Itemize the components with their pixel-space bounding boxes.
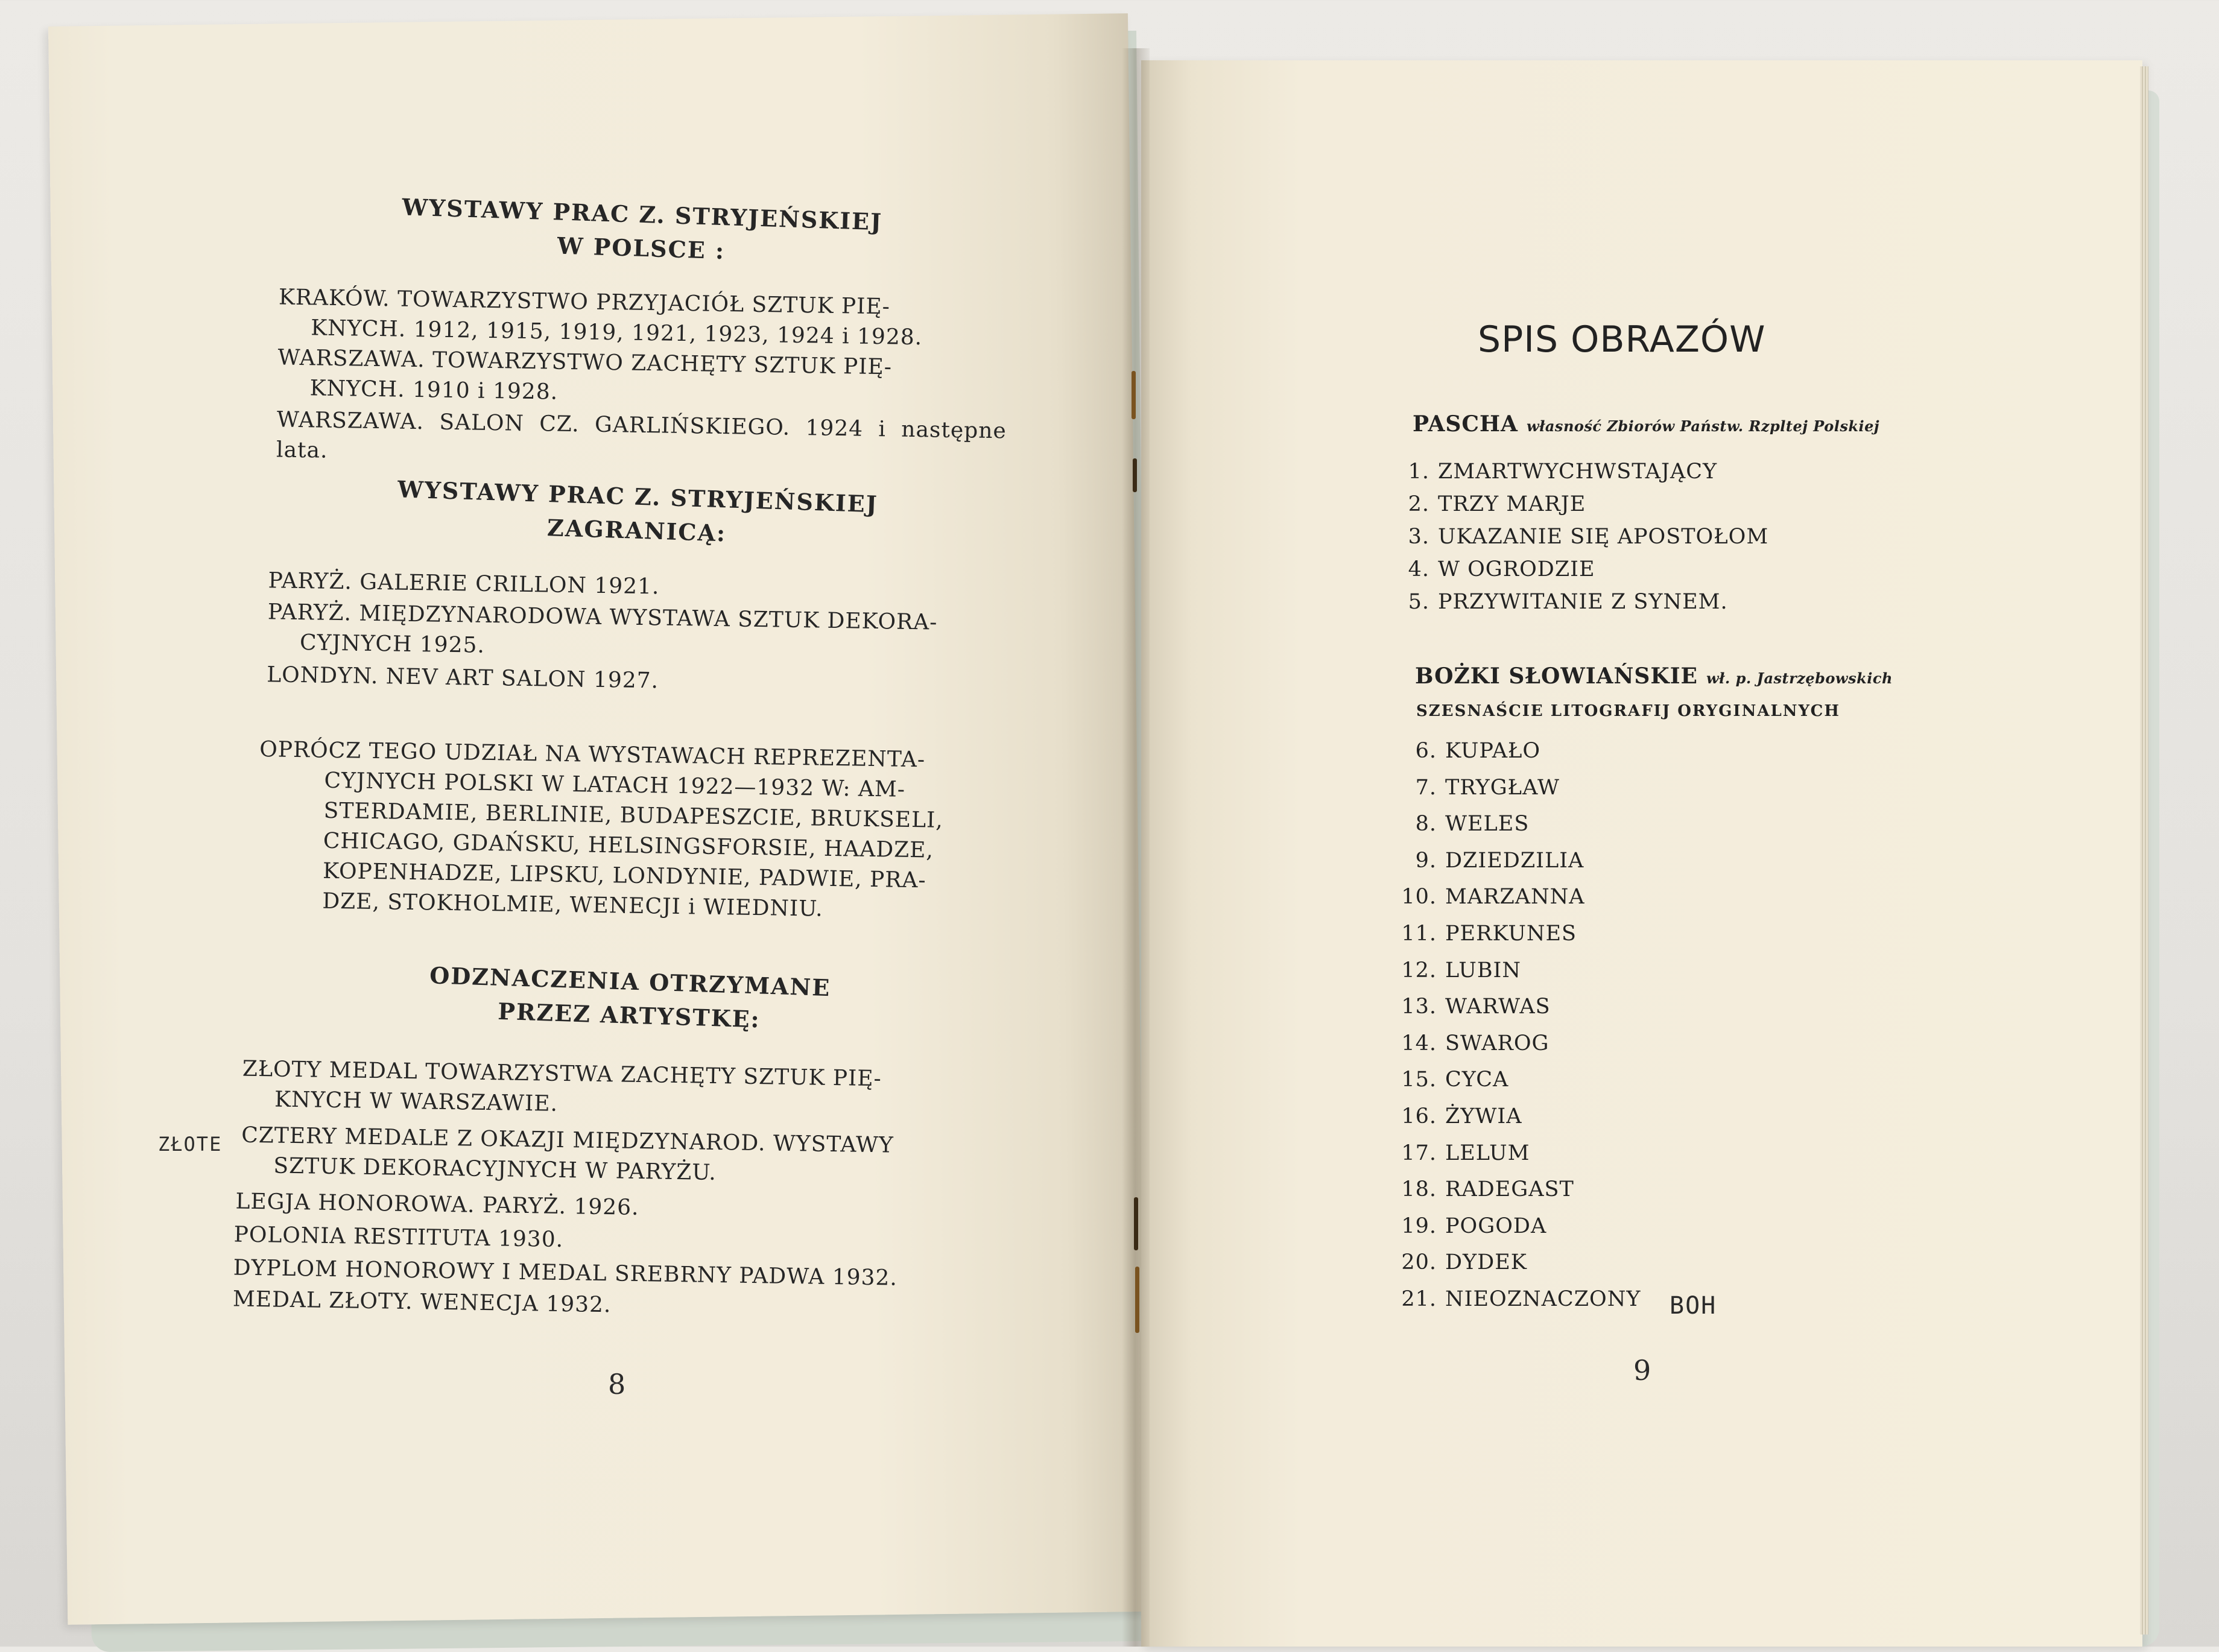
list-item-title: PRZYWITANIE Z SYNEM. [1438,590,1728,614]
exhibition-entry: PARYŻ. MIĘDZYNARODOWA WYSTAWA SZTUK DEKORA- CYJNYCH 1925. [267,600,938,658]
award-entry: MEDAL ZŁOTY. WENECJA 1932. [232,1286,612,1318]
page-number-right: 9 [1633,1354,1651,1387]
list-item-title: ZMARTWYCHWSTAJĄCY [1438,460,1718,484]
section-title-bozki: BOŻKI SŁOWIAŃSKIE [1415,663,1698,689]
list-item-number: 19. [1401,1214,1437,1238]
list-item-title: NIEOZNACZONY [1445,1287,1641,1311]
list-item [1401,995,1551,1019]
list-item-title: UKAZANIE SIĘ APOSTOŁOM [1438,525,1769,549]
list-item-title: ŻYWIA [1445,1104,1522,1128]
list-item [1401,525,1768,549]
right-page-paper [1141,60,2142,1647]
binding-stitch [1132,371,1136,419]
list-item [1401,1141,1530,1165]
heading-exhibitions-poland: WYSTAWY PRAC Z. STRYJEŃSKIEJ W POLSCE : [401,193,883,265]
list-item-number: 20. [1401,1250,1437,1275]
list-item-number: 6. [1415,739,1437,763]
list-item [1401,958,1521,983]
award-entry: DYPLOM HONOROWY I MEDAL SREBRNY PADWA 1932. [233,1255,898,1291]
list-item-title: DYDEK [1445,1250,1527,1275]
award-entry: ZŁOTY MEDAL TOWARZYSTWA ZACHĘTY SZTUK PIĘ- KNYCH W WARSZAWIE. [242,1056,882,1116]
list-item-number: 17. [1401,1141,1437,1165]
page-edges [2140,66,2148,1635]
section-bozki [1415,663,1893,689]
list-item-number: 12. [1401,958,1437,983]
list-item-number: 4. [1408,557,1429,581]
list-item [1401,1068,1508,1092]
exhibition-entry: PARYŻ. GALERIE CRILLON 1921. [268,568,660,600]
list-item-title: MARZANNA [1445,885,1585,910]
list-item-number: 13. [1401,995,1437,1019]
list-item-number: 18. [1401,1177,1437,1202]
list-item-title: TRZY MARJE [1438,492,1586,516]
list-item [1401,1104,1522,1128]
exhibition-entry: KRAKÓW. TOWARZYSTWO PRZYJACIÓŁ SZTUK PIĘ- KNYCH. 1912, 1915, 1919, 1921, 1923, 1924 i 1928. [278,285,923,350]
list-item-number: 10. [1401,885,1437,910]
list-item [1401,492,1586,516]
list-item [1401,1287,1641,1311]
list-item-title: WELES [1445,812,1530,837]
list-item-title: RADEGAST [1445,1177,1574,1202]
section-owner-pascha: własność Zbiorów Państw. Rzpltej Polskiej [1526,417,1880,435]
list-item-number: 11. [1401,922,1437,946]
list-item-number: 7. [1415,775,1437,800]
list-item-title: PERKUNES [1445,922,1577,946]
section-pascha [1413,411,1879,437]
list-item [1401,885,1585,909]
list-item-number: 8. [1415,812,1437,837]
binding-stitch [1135,1267,1139,1333]
list-item [1401,460,1717,484]
binding-stitch [1133,458,1137,492]
handwritten-note-right: BOH [1670,1292,1717,1320]
list-item [1401,776,1560,800]
list-item-title: DZIEDZILIA [1445,848,1584,873]
exhibition-entry: LONDYN. NEV ART SALON 1927. [266,662,659,694]
list-item-number: 14. [1401,1031,1437,1055]
list-item [1401,739,1540,763]
list-item-title: LELUM [1445,1141,1530,1165]
section-owner-bozki: wł. p. Jastrzębowskich [1706,669,1893,687]
list-item-title: LUBIN [1445,958,1521,983]
award-entry: POLONIA RESTITUTA 1930. [233,1222,564,1253]
list-item [1401,1250,1527,1274]
list-item-number: 15. [1401,1068,1437,1092]
exhibition-entry: WARSZAWA. TOWARZYSTWO ZACHĘTY SZTUK PIĘ- KNYCH. 1910 i 1928. [277,345,893,405]
award-entry: LEGJA HONOROWA. PARYŻ. 1926. [235,1189,639,1220]
list-item-number: 16. [1401,1104,1437,1128]
award-entry: CZTERY MEDALE Z OKAZJI MIĘDZYNAROD. WYSTAWY SZTUK DEKORACYJNYCH W PARYŻU. [241,1122,894,1186]
list-item [1401,812,1529,836]
binding-gutter [1122,48,1150,1647]
page-title: SPIS OBRAZÓW [1478,318,1766,361]
binding-stitch [1134,1197,1138,1250]
list-item [1401,1177,1574,1201]
list-item-number: 2. [1408,492,1429,516]
list-item-title: TRYGŁAW [1445,775,1560,800]
section-subtitle-bozki: SZESNAŚCIE LITOGRAFIJ ORYGINALNYCH [1416,702,1840,720]
list-item-number: 3. [1408,525,1429,549]
heading-exhibitions-abroad: WYSTAWY PRAC Z. STRYJEŃSKIEJ ZAGRANICĄ: [397,475,879,547]
heading-awards: ODZNACZENIA OTRZYMANE PRZEZ ARTYSTKĘ: [429,961,831,1033]
list-item-title: W OGRODZIE [1438,557,1595,581]
list-item-title: SWAROG [1445,1031,1550,1055]
list-item [1401,590,1728,614]
list-item [1401,1214,1546,1238]
section-title-pascha: PASCHA [1413,411,1518,437]
list-item [1401,922,1577,946]
list-item-number: 5. [1408,590,1429,614]
list-item-number: 21. [1401,1287,1437,1311]
handwritten-note-left: ZŁOTE [158,1133,223,1156]
list-item [1401,557,1595,581]
list-item-number: 1. [1408,460,1429,484]
list-item-title: WARWAS [1445,995,1551,1019]
exhibition-entry: WARSZAWA. SALON CZ. GARLIŃSKIEGO. 1924 i następne lata. [276,407,1007,463]
list-item-title: KUPAŁO [1445,739,1541,763]
list-item [1401,849,1584,873]
list-item-title: POGODA [1445,1214,1547,1238]
list-item [1401,1031,1550,1055]
list-item-number: 9. [1415,848,1437,873]
page-number-left: 8 [608,1368,626,1400]
list-item-title: CYCA [1445,1068,1509,1092]
participation-paragraph: OPRÓCZ TEGO UDZIAŁ NA WYSTAWACH REPREZENTA- CYJNYCH POLSKI W LATACH 1922—1932 W: AM- STERDAMIE, BERLINIE, BUDAPESZCIE, BRUKSELI, CHICAGO, GDAŃSKU, HELSINGSFORSIE, HAADZE, KOPENHADZE, LIPSKU, LONDYNIE, PADWIE, PRA- DZE, STOKHOLMIE, WENECJI i WIEDNIU. [259,737,944,922]
